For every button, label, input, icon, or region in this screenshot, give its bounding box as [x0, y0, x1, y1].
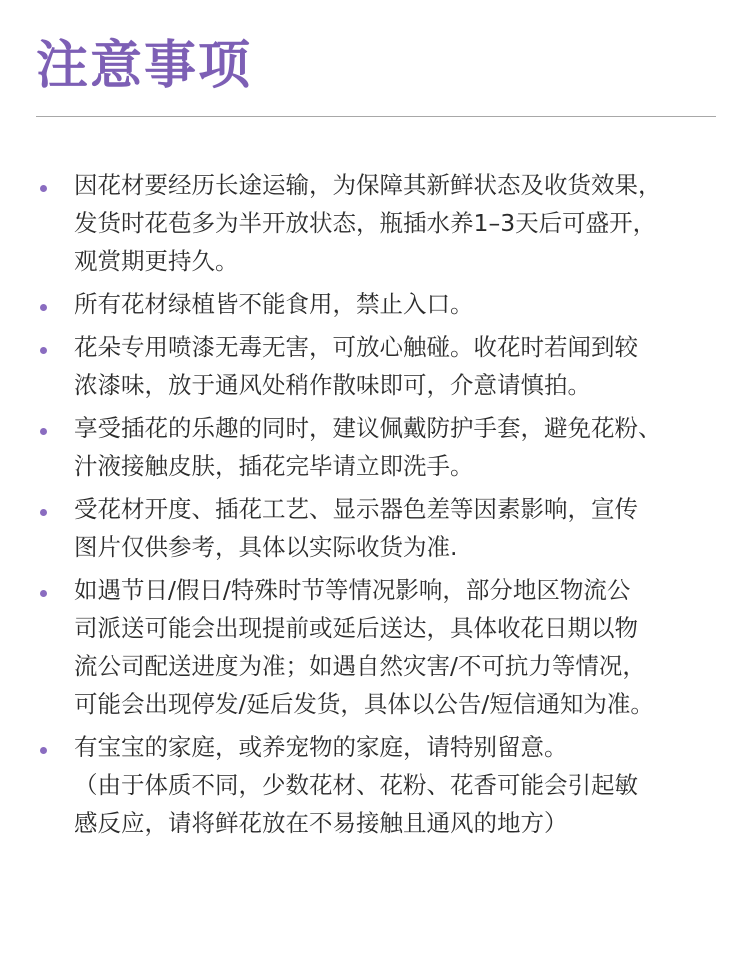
bullet-icon — [40, 347, 47, 354]
bullet-icon — [40, 509, 47, 516]
bullet-icon — [40, 590, 47, 597]
bullet-icon — [40, 428, 47, 435]
note-text: 所有花材绿植皆不能食用，禁止入口。 — [74, 290, 474, 318]
note-text: 因花材要经历长途运输，为保障其新鲜状态及收货效果， 发货时花苞多为半开放状态，瓶插水养1–3天后可盛开， 观赏期更持久。 — [74, 171, 662, 275]
list-item — [0, 409, 750, 485]
note-text: 花朵专用喷漆无毒无害，可放心触碰。收花时若闻到较 浓漆味，放于通风处稍作散味即可，介意请慎拍。 — [74, 333, 638, 399]
list-item — [0, 166, 750, 280]
list-item — [0, 571, 750, 723]
note-text: 享受插花的乐趣的同时，建议佩戴防护手套，避免花粉、 汁液接触皮肤，插花完毕请立即洗手。 — [74, 414, 662, 480]
note-text: 受花材开度、插花工艺、显示器色差等因素影响，宣传 图片仅供参考，具体以实际收货为准. — [74, 495, 638, 561]
list-item — [0, 728, 750, 842]
bullet-icon — [40, 304, 47, 311]
notes-list — [0, 166, 750, 847]
bullet-icon — [40, 747, 47, 754]
list-item — [0, 285, 750, 323]
list-item — [0, 328, 750, 404]
note-text: 如遇节日/假日/特殊时节等情况影响，部分地区物流公 司派送可能会出现提前或延后送达，具体收花日期以物 流公司配送进度为准；如遇自然灾害/不可抗力等情况， 可能会出现停发/延后发货，具体以公告/短信通知为准。 — [74, 576, 654, 718]
bullet-icon — [40, 185, 47, 192]
note-text: 有宝宝的家庭，或养宠物的家庭，请特别留意。 （由于体质不同，少数花材、花粉、花香可能会引起敏 感反应，请将鲜花放在不易接触且通风的地方） — [74, 733, 638, 837]
title-divider — [36, 116, 716, 117]
list-item — [0, 490, 750, 566]
page-title: 注意事项 — [36, 35, 253, 96]
